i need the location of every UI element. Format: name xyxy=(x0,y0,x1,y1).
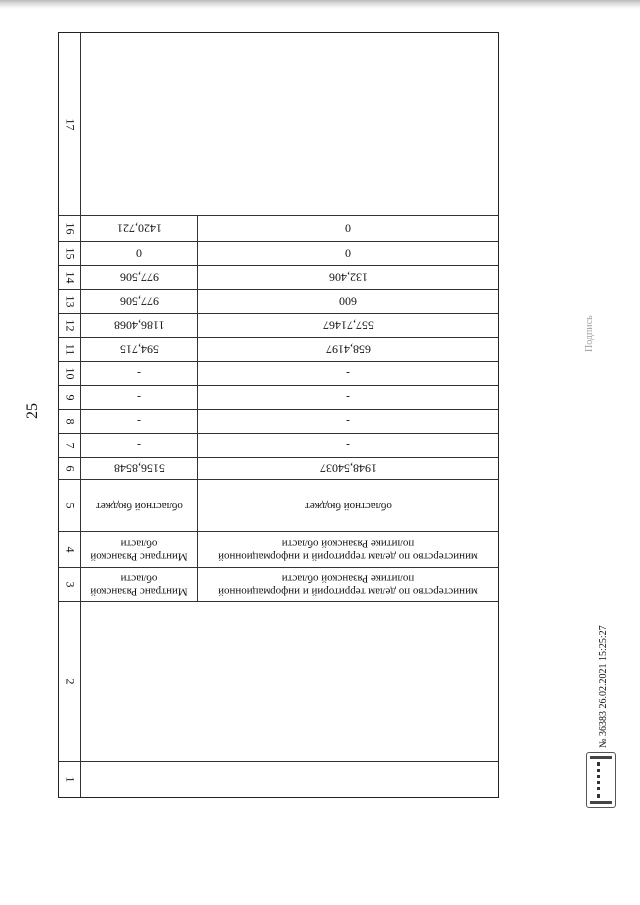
table-cell: 0 xyxy=(345,246,351,261)
stamp-bar xyxy=(590,756,612,759)
row-number-cell xyxy=(59,458,81,479)
table-cell: Минтранс Рязанской области xyxy=(81,568,198,601)
table-cell xyxy=(81,762,198,797)
table-row xyxy=(59,338,498,362)
row-number-cell xyxy=(59,266,81,289)
table-cell: областной бюджет xyxy=(81,480,198,531)
table-cell xyxy=(81,602,198,761)
table-row xyxy=(59,266,498,290)
table-row xyxy=(59,362,498,386)
table-cell: - xyxy=(81,410,198,433)
row-number: 6 xyxy=(63,465,77,472)
table-row xyxy=(59,458,498,480)
table-cell: 600 xyxy=(339,294,357,309)
row-number: 12 xyxy=(63,319,77,332)
table-cell: 1186,4068 xyxy=(81,314,198,337)
table-row xyxy=(59,434,498,458)
row-number-cell xyxy=(59,434,81,457)
data-table xyxy=(58,32,499,798)
row-number: 9 xyxy=(63,394,77,401)
row-number: 1 xyxy=(63,776,77,783)
table-row xyxy=(59,568,498,602)
table-cell: 132,406 xyxy=(328,270,368,285)
table-cell xyxy=(81,33,198,215)
table-cell: Минтранс Рязанской области xyxy=(81,532,198,567)
table-cell: - xyxy=(346,438,350,453)
table-cell: - xyxy=(346,414,350,429)
row-number: 2 xyxy=(63,678,77,685)
table-cell: 0 xyxy=(81,242,198,265)
table-cell: - xyxy=(81,362,198,385)
page-number: 25 xyxy=(24,403,41,419)
row-number-cell xyxy=(59,386,81,409)
row-number-cell xyxy=(59,532,81,567)
table-row xyxy=(59,762,498,797)
barcode-stamp-icon xyxy=(586,752,616,808)
table-row xyxy=(59,242,498,266)
table-row xyxy=(59,33,498,216)
table-row xyxy=(59,314,498,338)
scan-edge-shadow xyxy=(0,0,640,9)
table-cell: - xyxy=(346,390,350,405)
table-cell: - xyxy=(346,366,350,381)
row-number-cell xyxy=(59,338,81,361)
table-cell: 1420,721 xyxy=(81,216,198,241)
row-number-cell xyxy=(59,362,81,385)
stamp-bar xyxy=(590,801,612,804)
row-number-cell xyxy=(59,216,81,241)
table-cell: 658,4197 xyxy=(325,342,371,357)
row-number: 8 xyxy=(63,418,77,425)
row-number-cell xyxy=(59,762,81,797)
table-row xyxy=(59,480,498,532)
row-number: 10 xyxy=(63,367,77,380)
handwritten-signature: Подпись xyxy=(584,315,595,352)
table-cell: 1948,54037 xyxy=(319,461,377,476)
table-row xyxy=(59,216,498,242)
row-number: 15 xyxy=(63,247,77,260)
table-cell: министерство по делам территорий и информационной политике Рязанской области xyxy=(218,572,478,598)
row-number-cell xyxy=(59,290,81,313)
table-cell: 977,506 xyxy=(81,266,198,289)
row-number: 17 xyxy=(63,118,77,130)
table-cell: 0 xyxy=(345,221,351,236)
registry-stamp xyxy=(598,625,609,748)
row-number: 3 xyxy=(63,581,77,588)
row-number: 4 xyxy=(63,546,77,553)
table-cell: областной бюджет xyxy=(304,500,392,513)
registry-stamp-text: № 36383 26.02.2021 15:25:27 xyxy=(598,625,609,748)
row-number: 5 xyxy=(63,502,77,509)
row-number-cell xyxy=(59,410,81,433)
row-number-cell xyxy=(59,568,81,601)
table-row xyxy=(59,602,498,762)
row-number-cell xyxy=(59,314,81,337)
table-cell: 5156,8548 xyxy=(81,458,198,479)
table-cell: 594,715 xyxy=(81,338,198,361)
table-cell: министерство по делам территорий и информационной политике Рязанской области xyxy=(218,537,478,563)
row-number: 7 xyxy=(63,442,77,449)
table-row xyxy=(59,532,498,568)
row-number: 11 xyxy=(63,343,77,356)
row-number: 14 xyxy=(63,271,77,284)
row-number: 13 xyxy=(63,295,77,308)
row-number-cell xyxy=(59,242,81,265)
table-cell: 557,71467 xyxy=(322,318,374,333)
row-number-cell xyxy=(59,33,81,215)
table-row xyxy=(59,290,498,314)
table-cell: - xyxy=(81,434,198,457)
table-row xyxy=(59,410,498,434)
stamp-dots xyxy=(597,762,606,798)
table-row xyxy=(59,386,498,410)
row-number-cell xyxy=(59,480,81,531)
table-cell: - xyxy=(81,386,198,409)
row-number: 16 xyxy=(63,222,77,235)
table-cell: 977,506 xyxy=(81,290,198,313)
row-number-cell xyxy=(59,602,81,761)
